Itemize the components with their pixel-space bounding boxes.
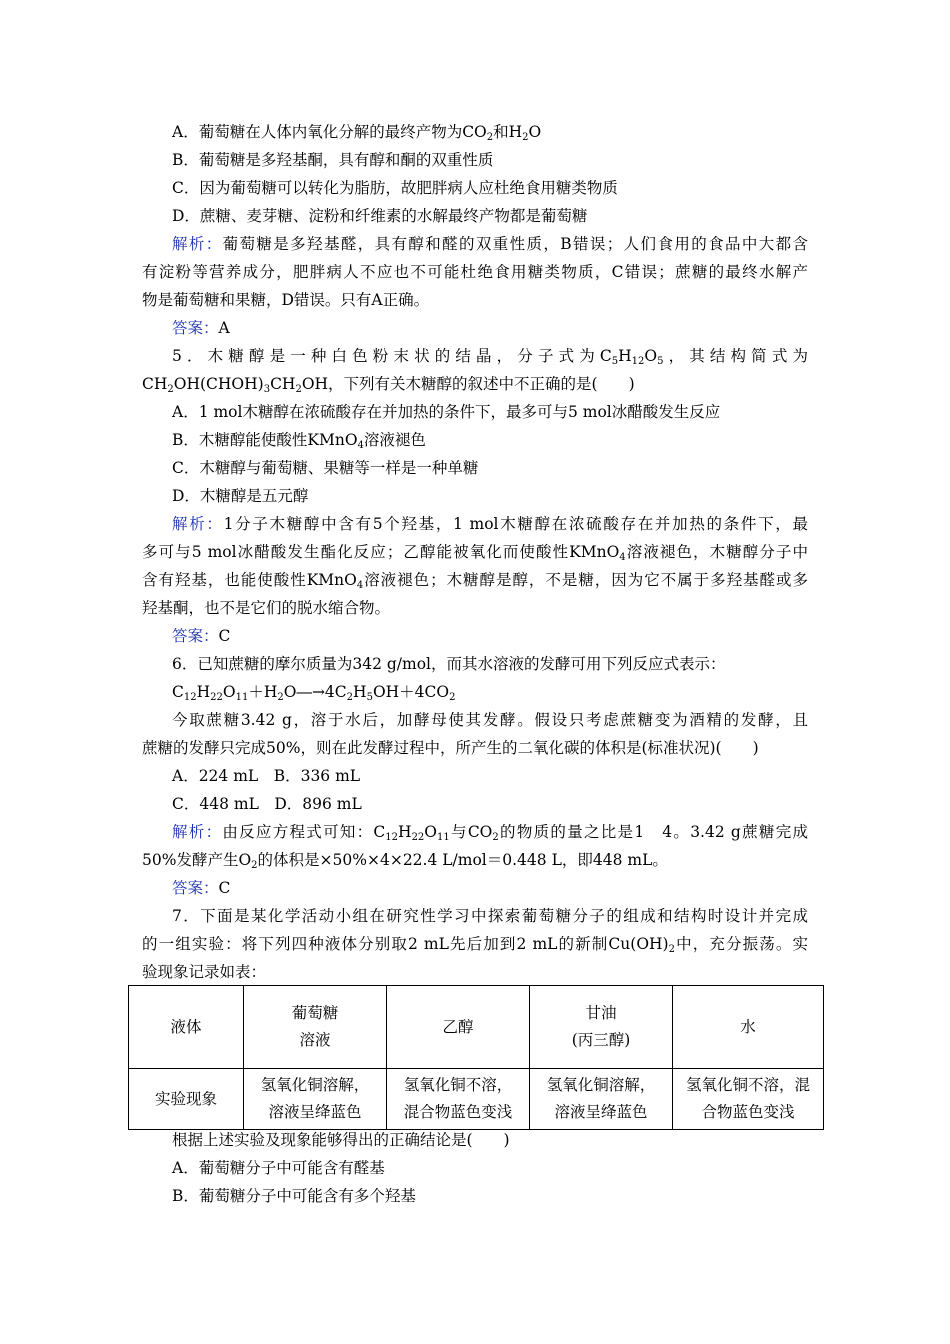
q6-stem-line2: 今取蔗糖3.42 g，溶于水后，加酵母使其发酵。假设只考虑蔗糖变为酒精的发酵，且	[172, 711, 808, 729]
table-cell: 葡萄糖 溶液	[244, 986, 387, 1069]
q6-options-line2: C．448 mL D．896 mL	[172, 795, 362, 813]
table-cell: 氢氧化铜溶解， 溶液呈绛蓝色	[530, 1069, 673, 1130]
table-cell: 乙醇	[387, 986, 530, 1069]
q7-after-table: 根据上述实验及现象能够得出的正确结论是( )	[172, 1131, 510, 1149]
table-cell: 实验现象	[129, 1069, 244, 1130]
q5-analysis-line4: 羟基酮，也不是它们的脱水缩合物。	[142, 599, 391, 617]
q7-stem-line2: 的一组实验：将下列四种液体分别取2 mL先后加到2 mL的新制$Cu(OH)_2$中，充分振荡。实	[142, 935, 808, 955]
q4-option-d: D．蔗糖、麦芽糖、淀粉和纤维素的水解最终产物都是葡萄糖	[172, 207, 588, 225]
q4-analysis-line1: 解析：葡萄糖是多羟基醛，具有醇和醛的双重性质，B错误；人们食用的食品中大都含	[172, 235, 808, 253]
q6-analysis-line2: 50%发酵产生$O_2$的体积是×50%×4×22.4 L/mol＝0.448 L，即448 mL。	[142, 851, 668, 871]
q5-option-d: D．木糖醇是五元醇	[172, 487, 309, 505]
table-cell: 氢氧化铜溶解， 溶液呈绛蓝色	[244, 1069, 387, 1130]
answer-label: 答案：	[172, 627, 219, 645]
answer-label: 答案：	[172, 319, 219, 337]
q4-option-c: C．因为葡萄糖可以转化为脂肪，故肥胖病人应杜绝食用糖类物质	[172, 179, 618, 197]
q7-stem-line1: 7．下面是某化学活动小组在研究性学习中探索葡萄糖分子的组成和结构时设计并完成	[172, 907, 808, 925]
answer-label: 答案：	[172, 879, 219, 897]
table-header-row	[129, 986, 824, 1069]
q5-stem-line1: 5．木糖醇是一种白色粉末状的结晶，分子式为$C_5H_{12}O_5$，其结构简式为	[172, 347, 808, 367]
q7-option-a: A．葡萄糖分子中可能含有醛基	[172, 1159, 385, 1177]
table-cell: 氢氧化铜不溶， 混合物蓝色变浅	[387, 1069, 530, 1130]
analysis-label: 解析：	[172, 235, 223, 253]
q4-option-a: A．葡萄糖在人体内氧化分解的最终产物为$CO_2$和$H_2O$	[172, 123, 542, 143]
q6-answer: 答案：C	[172, 879, 231, 897]
q5-stem-line2: $CH_2OH(CHOH)_3CH_2OH$，下列有关木糖醇的叙述中不正确的是( )	[142, 375, 635, 395]
q6-stem-line3: 蔗糖的发酵只完成50%，则在此发酵过程中，所产生的二氧化碳的体积是(标准状况)( )	[142, 739, 759, 757]
q5-option-a: A．1 mol木糖醇在浓硫酸存在并加热的条件下，最多可与5 mol冰醋酸发生反应	[172, 403, 721, 421]
q5-analysis-line1: 解析：1分子木糖醇中含有5个羟基，1 mol木糖醇在浓硫酸存在并加热的条件下，最	[172, 515, 808, 533]
analysis-label: 解析：	[172, 515, 224, 533]
experiment-table	[128, 985, 824, 1130]
q4-analysis-line2: 有淀粉等营养成分，肥胖病人不应也不可能杜绝食用糖类物质，C错误；蔗糖的最终水解产	[142, 263, 808, 281]
q5-answer: 答案：C	[172, 627, 231, 645]
q5-analysis-line3: 含有羟基，也能使酸性KMnO$_4$溶液褪色；木糖醇是醇，不是糖，因为它不属于多羟基醛或多	[142, 571, 808, 591]
q7-option-b: B．葡萄糖分子中可能含有多个羟基	[172, 1187, 416, 1205]
table-cell: 甘油 (丙三醇)	[530, 986, 673, 1069]
table-cell: 水	[673, 986, 824, 1069]
q7-stem-line3: 验现象记录如表：	[142, 963, 267, 981]
q5-analysis-line2: 多可与5 mol冰醋酸发生酯化反应；乙醇能被氧化而使酸性KMnO$_4$溶液褪色，木糖醇分子中	[142, 543, 808, 563]
q4-analysis-line3: 物是葡萄糖和果糖，D错误。只有A正确。	[142, 291, 430, 309]
q4-answer: 答案：A	[172, 319, 230, 337]
q6-stem-line1: 6．已知蔗糖的摩尔质量为342 g/mol，而其水溶液的发酵可用下列反应式表示：	[172, 655, 726, 673]
analysis-label: 解析：	[172, 823, 223, 841]
q6-equation: $C_{12}H_{22}O_{11}+H_2O―\to 4C_2H_5OH+4CO_2$	[172, 683, 456, 703]
q4-option-b: B．葡萄糖是多羟基酮，具有醇和酮的双重性质	[172, 151, 494, 169]
q6-analysis-line1: 解析：由反应方程式可知：$C_{12}H_{22}O_{11}$与$CO_2$的物质的量之比是1 4。3.42 g蔗糖完成	[172, 823, 808, 843]
q6-options-line1: A．224 mL B．336 mL	[172, 767, 361, 785]
q5-option-b: B．木糖醇能使酸性KMnO$_4$溶液褪色	[172, 431, 426, 451]
table-cell: 氢氧化铜不溶，混 合物蓝色变浅	[673, 1069, 824, 1130]
table-row	[129, 1069, 824, 1130]
q5-option-c: C．木糖醇与葡萄糖、果糖等一样是一种单糖	[172, 459, 479, 477]
table-cell: 液体	[129, 986, 244, 1069]
